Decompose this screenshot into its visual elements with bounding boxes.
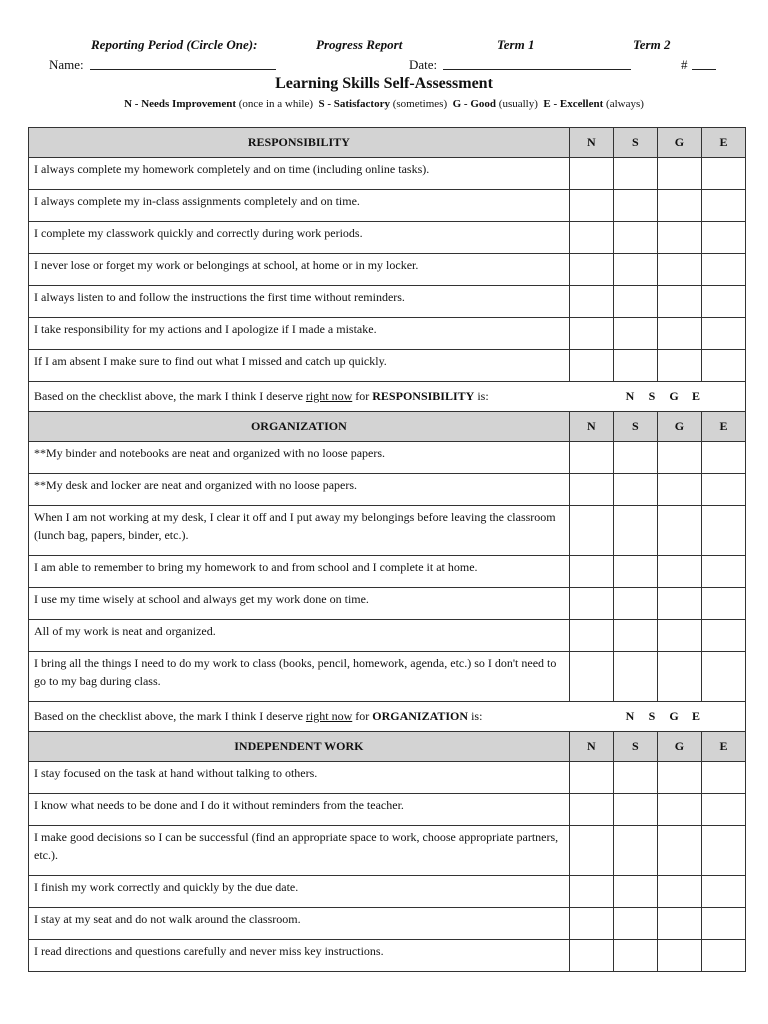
section-title: RESPONSIBILITY xyxy=(29,128,570,158)
mark-cell-s[interactable] xyxy=(613,876,657,908)
mark-cell-e[interactable] xyxy=(701,794,745,826)
checklist-row xyxy=(29,222,746,254)
checklist-item-text: I am able to remember to bring my homework to and from school and I complete it at home. xyxy=(29,556,570,588)
summary-mark-n[interactable]: N xyxy=(625,389,635,403)
mark-cell-g[interactable] xyxy=(657,222,701,254)
mark-cell-g[interactable] xyxy=(657,794,701,826)
summary-is: is: xyxy=(468,709,483,723)
mark-cell-e[interactable] xyxy=(701,908,745,940)
mark-cell-e[interactable] xyxy=(701,620,745,652)
mark-cell-g[interactable] xyxy=(657,350,701,382)
mark-cell-n[interactable] xyxy=(569,876,613,908)
checklist-item-text: I never lose or forget my work or belongings at school, at home or in my locker. xyxy=(29,254,570,286)
checklist-item-text: I read directions and questions carefully and never miss key instructions. xyxy=(29,940,570,972)
checklist-row xyxy=(29,762,746,794)
mark-cell-s[interactable] xyxy=(613,794,657,826)
summary-cell xyxy=(29,382,746,412)
summary-mark-e[interactable]: E xyxy=(691,389,700,403)
mark-cell-g[interactable] xyxy=(657,588,701,620)
reporting-period-label: Reporting Period (Circle One): xyxy=(91,37,258,52)
checklist-item-text: **My desk and locker are neat and organized with no loose papers. xyxy=(29,474,570,506)
summary-mark-g[interactable]: G xyxy=(669,389,679,403)
number-label: # xyxy=(681,57,688,72)
mark-cell-n[interactable] xyxy=(569,620,613,652)
mark-cell-e[interactable] xyxy=(701,588,745,620)
mark-cell-s[interactable] xyxy=(613,652,657,702)
mark-cell-e[interactable] xyxy=(701,158,745,190)
checklist-row xyxy=(29,506,746,556)
mark-cell-g[interactable] xyxy=(657,876,701,908)
summary-mark-options xyxy=(619,709,707,724)
mark-column-header-s: S xyxy=(613,732,657,762)
checklist-row xyxy=(29,652,746,702)
checklist-item-text: I take responsibility for my actions and I apologize if I made a mistake. xyxy=(29,318,570,350)
legend-code: G - Good xyxy=(452,98,497,110)
mark-cell-e[interactable] xyxy=(701,442,745,474)
mark-cell-s[interactable] xyxy=(613,318,657,350)
mark-column-header-s: S xyxy=(613,412,657,442)
mark-cell-s[interactable] xyxy=(613,350,657,382)
checklist-item-text: I stay at my seat and do not walk around the classroom. xyxy=(29,908,570,940)
summary-prefix: Based on the checklist above, the mark I think I deserve xyxy=(34,709,306,723)
mark-cell-s[interactable] xyxy=(613,474,657,506)
page-title: Learning Skills Self-Assessment xyxy=(275,75,493,92)
summary-text xyxy=(34,709,619,724)
mark-cell-n[interactable] xyxy=(569,762,613,794)
mark-cell-n[interactable] xyxy=(569,940,613,972)
checklist-item-text: I always listen to and follow the instructions the first time without reminders. xyxy=(29,286,570,318)
number-field[interactable] xyxy=(692,56,716,70)
mark-cell-s[interactable] xyxy=(613,158,657,190)
legend-description: (usually) xyxy=(498,98,538,110)
mark-cell-n[interactable] xyxy=(569,506,613,556)
mark-cell-g[interactable] xyxy=(657,286,701,318)
mark-cell-n[interactable] xyxy=(569,222,613,254)
summary-for: for xyxy=(352,389,373,403)
checklist-item-text: If I am absent I make sure to find out what I missed and catch up quickly. xyxy=(29,350,570,382)
mark-cell-e[interactable] xyxy=(701,350,745,382)
mark-column-header-g: G xyxy=(657,128,701,158)
mark-column-header-n: N xyxy=(569,732,613,762)
mark-cell-s[interactable] xyxy=(613,620,657,652)
mark-cell-n[interactable] xyxy=(569,474,613,506)
mark-cell-s[interactable] xyxy=(613,762,657,794)
checklist-item-text: When I am not working at my desk, I clear it off and I put away my belongings before leaving the classroom (lunch bag, papers, binder, etc.). xyxy=(29,506,570,556)
mark-cell-n[interactable] xyxy=(569,318,613,350)
assessment-table xyxy=(28,127,746,972)
checklist-row xyxy=(29,254,746,286)
mark-column-header-n: N xyxy=(569,412,613,442)
checklist-row xyxy=(29,318,746,350)
section-header-row xyxy=(29,732,746,762)
mark-cell-s[interactable] xyxy=(613,588,657,620)
mark-cell-s[interactable] xyxy=(613,556,657,588)
mark-cell-e[interactable] xyxy=(701,876,745,908)
checklist-item-text: I complete my classwork quickly and correctly during work periods. xyxy=(29,222,570,254)
mark-cell-g[interactable] xyxy=(657,762,701,794)
mark-cell-s[interactable] xyxy=(613,286,657,318)
checklist-row xyxy=(29,588,746,620)
mark-column-header-n: N xyxy=(569,128,613,158)
summary-emphasis: right now xyxy=(305,389,353,403)
mark-cell-e[interactable] xyxy=(701,190,745,222)
mark-cell-g[interactable] xyxy=(657,474,701,506)
mark-cell-g[interactable] xyxy=(657,442,701,474)
checklist-row xyxy=(29,286,746,318)
checklist-item-text: I use my time wisely at school and always get my work done on time. xyxy=(29,588,570,620)
summary-for: for xyxy=(352,709,373,723)
checklist-row xyxy=(29,190,746,222)
checklist-item-text: I stay focused on the task at hand without talking to others. xyxy=(29,762,570,794)
mark-cell-e[interactable] xyxy=(701,506,745,556)
checklist-item-text: I finish my work correctly and quickly by the due date. xyxy=(29,876,570,908)
mark-cell-s[interactable] xyxy=(613,222,657,254)
checklist-row xyxy=(29,794,746,826)
mark-cell-g[interactable] xyxy=(657,190,701,222)
summary-mark-g[interactable]: G xyxy=(669,709,679,723)
mark-cell-e[interactable] xyxy=(701,940,745,972)
summary-row xyxy=(29,382,746,412)
mark-cell-n[interactable] xyxy=(569,652,613,702)
progress-report-option[interactable]: Progress Report xyxy=(316,37,403,52)
checklist-row xyxy=(29,158,746,190)
legend-description: (sometimes) xyxy=(392,98,448,110)
mark-cell-n[interactable] xyxy=(569,190,613,222)
mark-cell-g[interactable] xyxy=(657,556,701,588)
summary-cell xyxy=(29,702,746,732)
checklist-item-text: I bring all the things I need to do my work to class (books, pencil, homework, agenda, etc.) so I don't need to go to my bag during class. xyxy=(29,652,570,702)
mark-cell-s[interactable] xyxy=(613,940,657,972)
checklist-item-text: **My binder and notebooks are neat and organized with no loose papers. xyxy=(29,442,570,474)
mark-cell-n[interactable] xyxy=(569,158,613,190)
section-header-row xyxy=(29,412,746,442)
mark-cell-n[interactable] xyxy=(569,442,613,474)
section-header-row xyxy=(29,128,746,158)
summary-skill-label: ORGANIZATION xyxy=(372,709,469,723)
checklist-row xyxy=(29,474,746,506)
section-title: ORGANIZATION xyxy=(29,412,570,442)
legend-description: (always) xyxy=(606,98,644,110)
mark-cell-g[interactable] xyxy=(657,254,701,286)
mark-column-header-e: E xyxy=(701,412,745,442)
summary-is: is: xyxy=(474,389,489,403)
mark-cell-e[interactable] xyxy=(701,254,745,286)
legend-code: S - Satisfactory xyxy=(318,98,390,110)
mark-cell-e[interactable] xyxy=(701,222,745,254)
mark-cell-n[interactable] xyxy=(569,588,613,620)
mark-cell-g[interactable] xyxy=(657,652,701,702)
mark-cell-e[interactable] xyxy=(701,762,745,794)
mark-cell-n[interactable] xyxy=(569,286,613,318)
term2-option[interactable]: Term 2 xyxy=(633,37,671,52)
checklist-item-text: I always complete my homework completely and on time (including online tasks). xyxy=(29,158,570,190)
summary-mark-e[interactable]: E xyxy=(691,709,700,723)
mark-cell-s[interactable] xyxy=(613,190,657,222)
checklist-row xyxy=(29,442,746,474)
mark-cell-g[interactable] xyxy=(657,620,701,652)
rating-legend xyxy=(0,98,768,110)
mark-cell-g[interactable] xyxy=(657,158,701,190)
summary-prefix: Based on the checklist above, the mark I think I deserve xyxy=(34,389,306,403)
mark-cell-g[interactable] xyxy=(657,826,701,876)
summary-skill-label: RESPONSIBILITY xyxy=(372,389,475,403)
mark-cell-s[interactable] xyxy=(613,254,657,286)
mark-cell-n[interactable] xyxy=(569,556,613,588)
checklist-row xyxy=(29,826,746,876)
mark-cell-e[interactable] xyxy=(701,474,745,506)
checklist-item-text: I always complete my in-class assignments completely and on time. xyxy=(29,190,570,222)
mark-cell-e[interactable] xyxy=(701,286,745,318)
checklist-row xyxy=(29,556,746,588)
name-field[interactable] xyxy=(90,56,276,70)
mark-column-header-e: E xyxy=(701,732,745,762)
summary-mark-s[interactable]: S xyxy=(648,709,656,723)
checklist-item-text: All of my work is neat and organized. xyxy=(29,620,570,652)
mark-cell-g[interactable] xyxy=(657,318,701,350)
legend-description: (once in a while) xyxy=(238,98,313,110)
legend-code: N - Needs Improvement xyxy=(124,98,237,110)
mark-cell-n[interactable] xyxy=(569,826,613,876)
mark-cell-s[interactable] xyxy=(613,442,657,474)
checklist-row xyxy=(29,350,746,382)
term1-option[interactable]: Term 1 xyxy=(497,37,535,52)
legend-code: E - Excellent xyxy=(543,98,604,110)
summary-mark-s[interactable]: S xyxy=(648,389,656,403)
date-field[interactable] xyxy=(443,56,631,70)
mark-cell-g[interactable] xyxy=(657,506,701,556)
mark-cell-n[interactable] xyxy=(569,350,613,382)
checklist-row xyxy=(29,940,746,972)
mark-cell-s[interactable] xyxy=(613,908,657,940)
summary-emphasis: right now xyxy=(305,709,353,723)
mark-cell-s[interactable] xyxy=(613,506,657,556)
checklist-row xyxy=(29,876,746,908)
summary-text xyxy=(34,389,619,404)
mark-cell-e[interactable] xyxy=(701,318,745,350)
summary-mark-n[interactable]: N xyxy=(625,709,635,723)
mark-cell-s[interactable] xyxy=(613,826,657,876)
mark-cell-n[interactable] xyxy=(569,908,613,940)
mark-column-header-g: G xyxy=(657,732,701,762)
mark-cell-n[interactable] xyxy=(569,254,613,286)
mark-column-header-e: E xyxy=(701,128,745,158)
date-label: Date: xyxy=(409,57,438,72)
checklist-item-text: I make good decisions so I can be successful (find an appropriate space to work, choose appropriate partners, etc.). xyxy=(29,826,570,876)
mark-cell-e[interactable] xyxy=(701,826,745,876)
summary-row xyxy=(29,702,746,732)
checklist-row xyxy=(29,908,746,940)
mark-cell-n[interactable] xyxy=(569,794,613,826)
mark-column-header-s: S xyxy=(613,128,657,158)
mark-cell-e[interactable] xyxy=(701,652,745,702)
summary-mark-options xyxy=(619,389,707,404)
name-label: Name: xyxy=(49,57,84,72)
checklist-item-text: I know what needs to be done and I do it without reminders from the teacher. xyxy=(29,794,570,826)
mark-cell-g[interactable] xyxy=(657,908,701,940)
mark-column-header-g: G xyxy=(657,412,701,442)
section-title: INDEPENDENT WORK xyxy=(29,732,570,762)
checklist-row xyxy=(29,620,746,652)
mark-cell-e[interactable] xyxy=(701,556,745,588)
mark-cell-g[interactable] xyxy=(657,940,701,972)
